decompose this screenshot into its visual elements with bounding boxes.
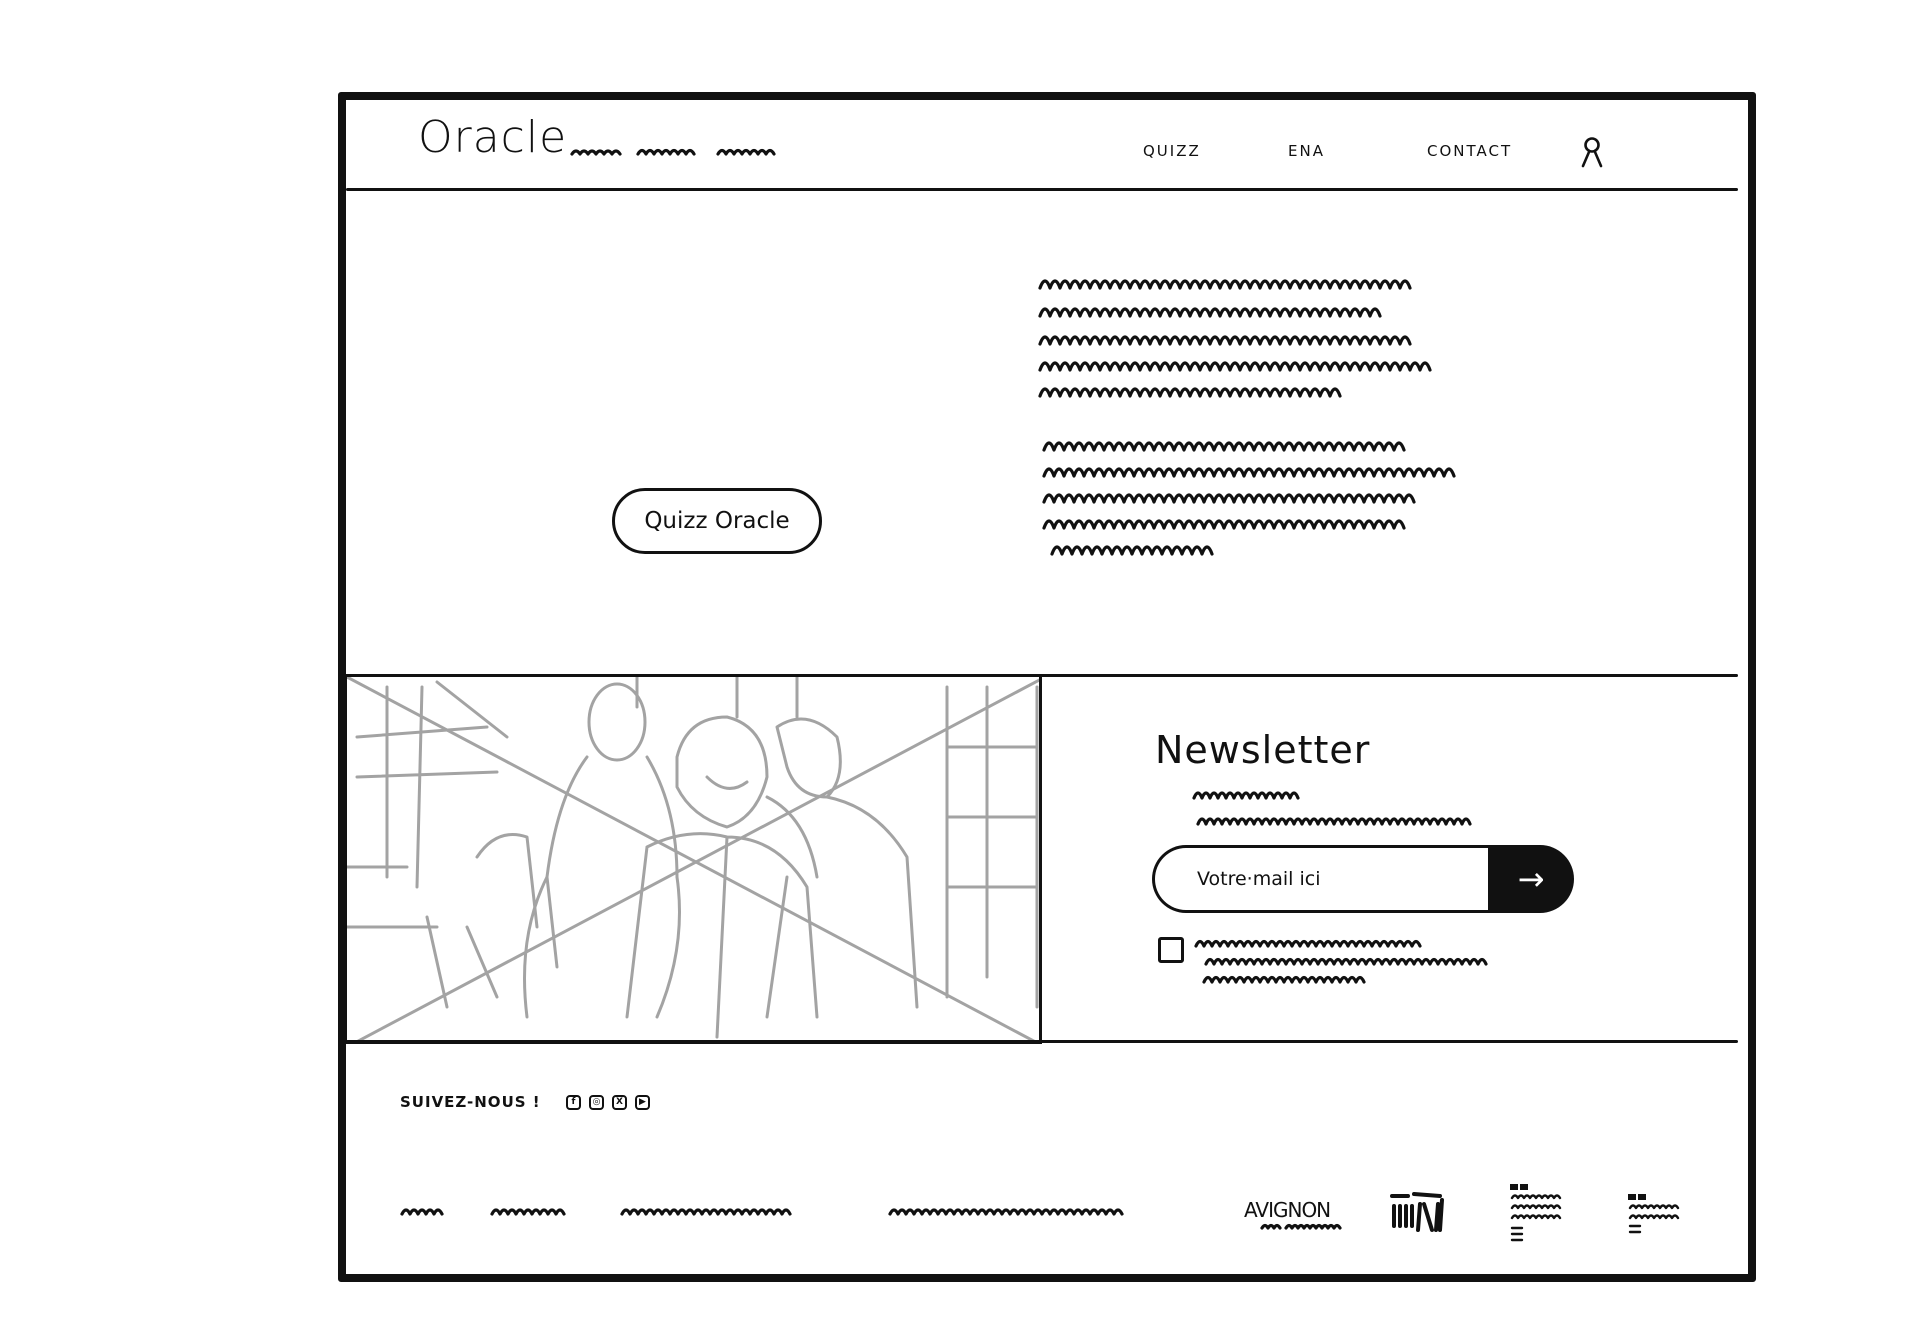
youtube-icon[interactable]: ▶ (635, 1095, 650, 1110)
email-input[interactable] (1152, 845, 1490, 913)
image-placeholder (344, 674, 1042, 1044)
tagline-scribble (570, 140, 785, 164)
nav-contact[interactable]: CONTACT (1427, 142, 1513, 160)
partner-logo-2 (1388, 1190, 1448, 1236)
hero-text-scribble (1038, 268, 1578, 558)
user-icon[interactable] (1580, 136, 1604, 168)
nav-ena[interactable]: ENA (1288, 142, 1325, 160)
newsletter-desc-scribble (1192, 784, 1522, 832)
header-divider (346, 188, 1738, 191)
newsletter-form (1152, 845, 1572, 913)
avignon-logo: AVIGNON (1244, 1198, 1331, 1222)
consent-checkbox[interactable] (1158, 937, 1184, 963)
newsletter-divider (346, 1040, 1738, 1043)
partner-logo-3 (1508, 1182, 1570, 1244)
quizz-oracle-button[interactable]: Quizz Oracle (612, 488, 822, 554)
avignon-logo-tagline (1260, 1222, 1344, 1232)
newsletter-title: Newsletter (1155, 728, 1371, 772)
site-logo[interactable]: Oracle (418, 112, 568, 163)
instagram-icon[interactable]: ◎ (589, 1095, 604, 1110)
newsletter-submit-button[interactable] (1488, 845, 1574, 913)
arrow-right-icon: → (1517, 860, 1545, 898)
facebook-icon[interactable]: f (566, 1095, 581, 1110)
partner-logo-4 (1626, 1192, 1686, 1234)
footer-links-scribble[interactable] (400, 1200, 1130, 1222)
nav-quizz[interactable]: QUIZZ (1143, 142, 1201, 160)
follow-us-label: SUIVEZ-NOUS ! (400, 1093, 541, 1111)
people-sketch (347, 677, 1042, 1044)
consent-text-scribble (1194, 934, 1524, 988)
x-icon[interactable]: X (612, 1095, 627, 1110)
